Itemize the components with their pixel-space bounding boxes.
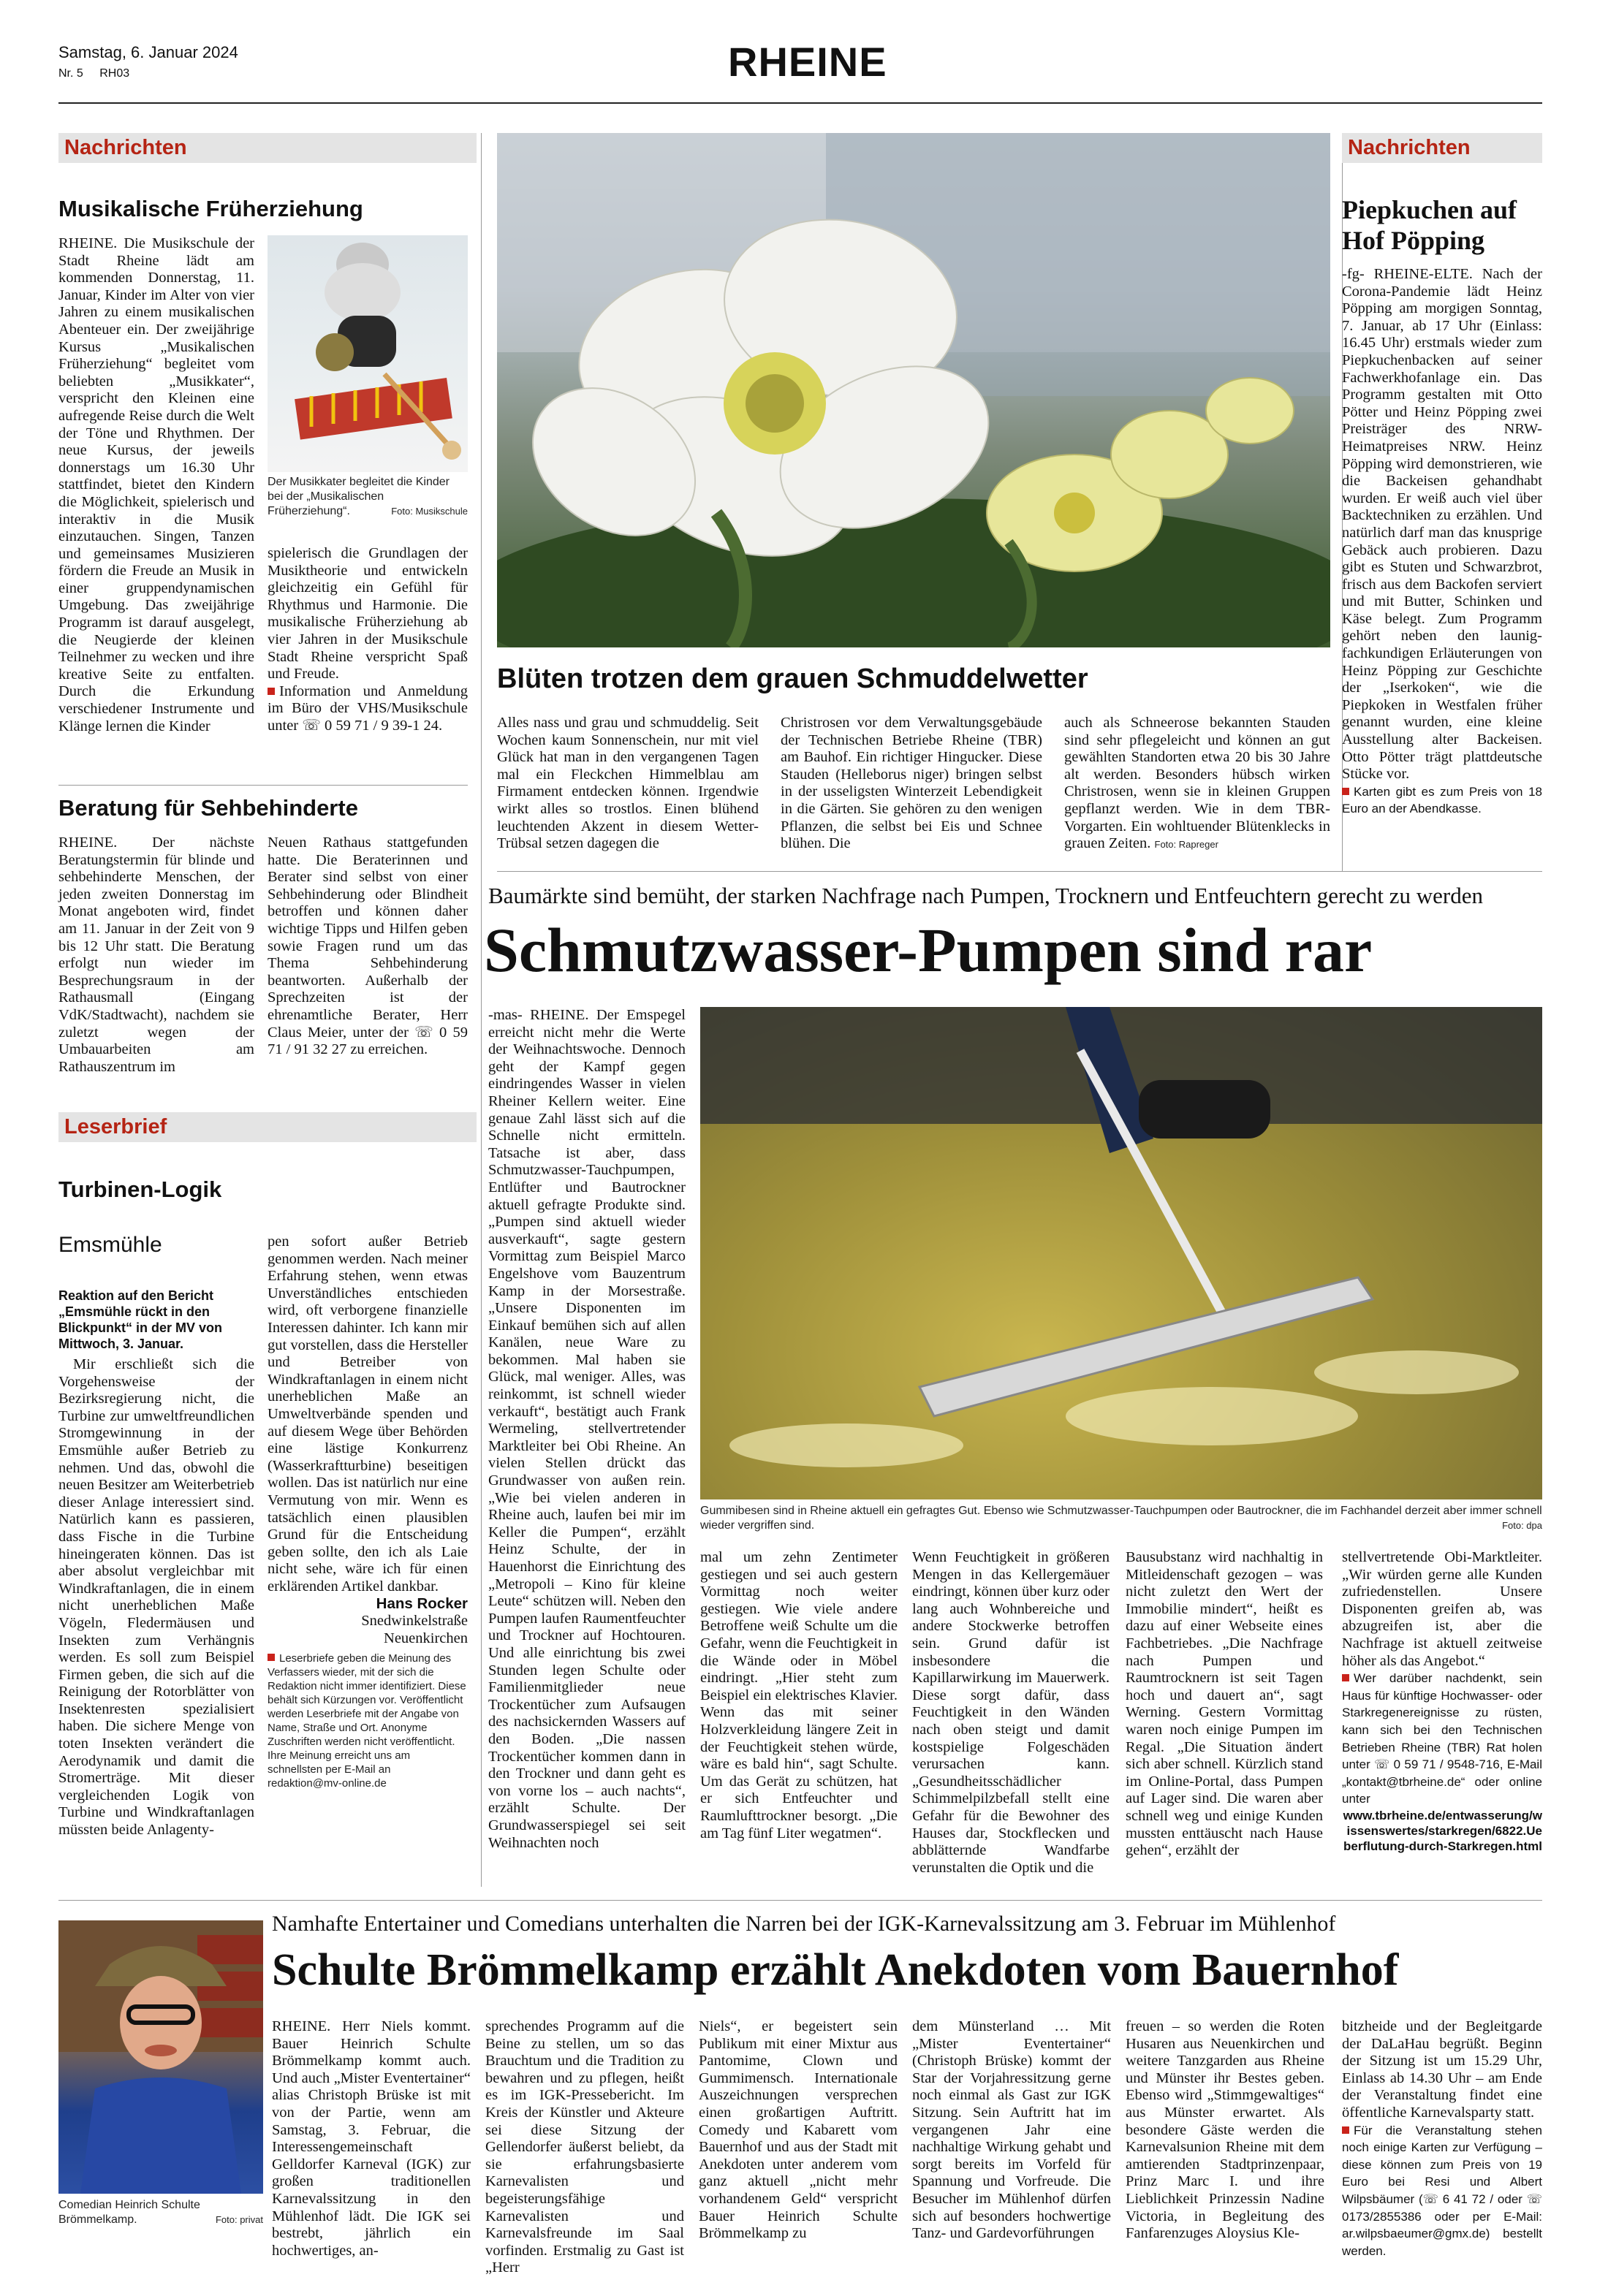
letter-col2: [268, 1233, 468, 1790]
credit-gummibesen: Foto: dpa: [1502, 1520, 1542, 1531]
headline-turbinen: Turbinen-Logik: [58, 1176, 222, 1202]
info-musik: Information und Anmeldung im Büro der VHS/Musikschule unter ☏ 0 59 71 / 9 39-1 24.: [268, 683, 468, 734]
caption-gummibesen-text: Gummibesen sind in Rheine aktuell ein gefragtes Gut. Ebenso wie Schmutzwasser-Tauchpumpen oder Bautrockner, die im Fachhandel derzeit aber immer schnell wieder vergriffen sind.: [700, 1505, 1542, 1532]
body-blueten-col3-text: auch als Schneerose bekannten Stauden sind sehr pflegeleicht und können an gut gewählten Standorten etwa 20 bis 30 Jahre alt werden. Besonders hübsch wirken Christrosen, wenn sie in kleinen Gruppen gepflanzt werden. Wie in dem TBR-Vorgarten. Ein wohltuender Blütenklecks in grauen Zeiten.: [1064, 715, 1330, 852]
body-pumps-col3: Wenn Feuchtigkeit in größeren Mengen in das Kellergemäuer eindringt, können über kurz oder lang auch Wohnbereiche und andere Stockwerke betroffen sein. Grund dafür ist insbesondere die Kapillarwirkung im Mauerwerk. Diese sorgt dafür, dass Feuchtigkeit in den Wänden nach oben steigt und damit kostspielige Folgeschäden verursachen kann. „Gesundheitsschädlicher Schimmelpilzbefall stellt eine Gefahr für die Bewohner des Hauses dar, Stockflecken und abblätternde Wandfarbe verunstalten die Optik und die: [912, 1549, 1110, 1876]
body-piepkuchen-text: -fg- RHEINE-ELTE. Nach der Corona-Pandemie lädt Heinz Pöpping am morgigen Sonntag, 7. Januar, ab 17 Uhr (Einlass: 16.45 Uhr) erstmals wieder zum Piepkuchenbacken auf seiner Fachwerkhofanlage ein. Das Programm gestalten mit Otto Pötter und Heinz Pöpping zwei Preisträger des NRW-Heimatpreises NRW. Heinz Pöpping wird demonstrieren, wie die Backeisen gehandhabt wurden. Er weiß auch viel über Backtechniken zu erzählen. Und natürlich darf man das knusprige Gebäck auch probieren. Dazu gibt es Stuten und Schwarzbrot, frisch aus dem Backofen serviert und mit Butter, Schinken und Käse belegt. Zum Programm gehört neben den launig-fachkundigen Erläuterungen von Heinz Pöpping zur Geschichte der „Iserkoken“, wie die Piepkoken in Westfalen früher genannt wurden, eine kleine Ausstellung alter Backeisen. Otto Pötter trägt plattdeutsche Stücke vor.: [1342, 266, 1542, 783]
photo-musikkater: [268, 235, 468, 472]
body-blueten-col2: Christrosen vor dem Verwaltungsgebäude der Technischen Betriebe Rheine (TBR) am Bauhof. Ein richtiger Hingucker. Diese Stauden (Helleborus niger) bringen selbst in der usseligsten Winterzeit Lebendigkeit in die Gärten. Sie gehören zu den wenigen Pflanzen, die selbst bei Eis und Schnee blühen. Die: [781, 715, 1042, 852]
headline-sehbehinderte: Beratung für Sehbehinderte: [58, 795, 358, 821]
kicker-nachrichten-right: Nachrichten: [1342, 133, 1542, 163]
kicker-leserbrief: Leserbrief: [58, 1112, 477, 1142]
info-pumps: Wer darüber nachdenkt, sein Haus für künftige Hochwasser- oder Starkregenereignisse zu rüsten, kann sich bei den Technischen Betrieben Rheine (TBR) Rat holen unter ☏ 0 59 71 / 9548-716, E-Mail „kontakt@tbrheine.de“ oder online unter: [1342, 1671, 1542, 1806]
divider-carnival-top: [58, 1900, 1542, 1901]
kicker-carnival: Namhafte Entertainer und Comedians unterhalten die Narren bei der IGK-Karnevalssitzung am 3. Februar im Mühlenhof: [272, 1912, 1336, 1936]
divider-left-1: [58, 785, 468, 786]
pumps-square-icon: [1342, 1674, 1349, 1681]
body-carnival-col5: freuen – so werden die Roten Husaren aus Neuenkirchen und weitere Tanzgarden aus Rheine und Münster ihr Bestes geben. Ebenso wird „Stimmgewaltiges“ aus Münster erwartet. Als besondere Gäste werden die Karnevalsunion Rheine mit dem amtierenden Stadtprinzenpaar, Prinz Marc I. und ihre Lieblichkeit Prinzessin Nadine Victoria, in Begleitung des Fanfarenzuges Aloysius Kle-: [1126, 2018, 1324, 2242]
info-piepkuchen: Karten gibt es zum Preis von 18 Euro an der Abendkasse.: [1342, 784, 1542, 816]
body-carnival-col2: sprechendes Programm auf die Beine zu stellen, um so das Brauchtum und die Tradition zu bewahren und zu pflegen, heißt es im IGK-Pressebericht. Im Kreis der Künstler und Akteure sei diese Sitzung der Gellendorfer äußerst beliebt, da sie erfahrungsbasierte Karnevalisten und begeisterungsfähige Karnevalisten und Karnevalsfreunde im Saal vorfinden. Erstmalig zu Gast ist „Herr: [485, 2018, 684, 2276]
photo-christrosen: [497, 133, 1330, 647]
headline-musik: Musikalische Früherziehung: [58, 196, 363, 221]
issue-number-text: Nr. 5: [58, 67, 83, 80]
credit-blueten: Foto: Rapreger: [1154, 839, 1218, 851]
issue-number: [58, 67, 129, 80]
body-pumps-col5-text: stellvertretende Obi-Marktleiter. „Wir würden gerne alle Kunden zufriedenstellen. Unsere Disponenten greifen ab, was abzugreifen ist, aber die Nachfrage ist aktuell zeitweise höher als das Angebot.“: [1342, 1549, 1542, 1669]
body-blueten-col3: [1064, 715, 1330, 853]
page-code: RH03: [99, 67, 130, 80]
headline-piepkuchen: Piepkuchen auf Hof Pöpping: [1342, 195, 1517, 255]
column-divider-left: [481, 133, 482, 1887]
body-carnival-col6-text: bitzheide und der Begleitgarde der DaLaHau begrüßt. Beginn der Sitzung ist um 15.29 Uhr, Einlass ab 14.30 Uhr – am Ende der Veranstaltung findet eine öffentliche Karnevalsparty statt.: [1342, 2018, 1542, 2121]
letter-disclaimer: [268, 1651, 468, 1790]
masthead-rule: [58, 102, 1542, 104]
body-carnival-col4: dem Münsterland … Mit „Mister Eventertainer“ (Christoph Brüske) kommt der Star der Vorjahressitzung gerne noch einmal als Gast zur IGK Sitzung. Sein Auftritt hat im vergangenen Jahr eine nachhaltige Wirkung gehabt und sorgt bereits im Vorfeld für Spannung und Vorfreude. Die Besucher im Mühlenhof dürfen sich auf besonders hochwertige Tanz- und Gardevorführungen: [912, 2018, 1111, 2242]
caption-musikkater-text: Der Musikkater begleitet die Kinder bei der „Musikalischen Früherziehung“.: [268, 476, 450, 517]
kicker-nachrichten-left: Nachrichten: [58, 133, 477, 163]
body-musik-col2-text: spielerisch die Grundlagen der Musiktheorie und entwickeln gleichzeitig ein Gefühl für Rhythmus und Harmonie. Die musikalische Früherziehung ab vier Jahren in der Musikschule Stadt Rheine verspricht Spaß und Freude.: [268, 545, 468, 683]
credit-musikkater: Foto: Musikschule: [391, 506, 468, 517]
body-sehbehinderte-col1: RHEINE. Der nächste Beratungstermin für blinde und sehbehinderte Menschen, der jeden zweiten Donnerstag im Monat angeboten wird, findet am 11. Januar in der Zeit von 9 bis 12 Uhr statt. Die Beratung erfolgt nun wieder im Besprechungsraum in der Rathausmall (Eingang VdK/Stadtwacht), nachdem sie zuletzt wegen der Umbauarbeiten am Rathauszentrum im: [58, 835, 254, 1075]
caption-gummibesen: [700, 1504, 1542, 1533]
letter-address-street: Snedwinkelstraße: [361, 1613, 468, 1630]
info-square-icon: [268, 688, 275, 695]
letter-author: Hans Rocker: [376, 1595, 468, 1613]
body-piepkuchen: [1342, 266, 1542, 818]
headline-carnival: Schulte Brömmelkamp erzählt Anekdoten vom Bauernhof: [272, 1945, 1399, 1995]
body-carnival-col3: Niels“, er begeistert sein Publikum mit einer Mixtur aus Pantomime, Clown und Gummimensch. Internationale Auszeichnungen versprechen einen großartigen Auftritt. Comedy und Kabarett vom Bauernhof und aus der Stadt mit Anekdoten unter anderem vom ganz aktuell „nicht mehr vorhandenem Geld“ verspricht Bauer Heinrich Schulte Brömmelkamp zu: [699, 2018, 898, 2242]
carnival-square-icon: [1342, 2126, 1349, 2134]
headline-pumps: Schmutzwasser-Pumpen sind rar: [484, 915, 1373, 985]
piepkuchen-square-icon: [1342, 788, 1349, 795]
letter-subtitle: Emsmühle: [58, 1233, 162, 1257]
body-pumps-col5: [1342, 1549, 1542, 1854]
body-musik-col2: [268, 545, 468, 735]
issue-date: Samstag, 6. Januar 2024: [58, 43, 238, 61]
letter-col1: Mir erschließt sich die Vorgehensweise der Bezirksregierung nicht, die Turbine zur umweltfreundlichen Stromgewinnung in der Emsmühle außer Betrieb zu nehmen. Und das, obwohl die neuen Besitzer am Weiterbetrieb dieser Anlage interessiert sind. Natürlich kann es passieren, dass Fische in die Turbine hineingeraten können. Das ist aber absolut vergleichbar mit Windkraftanlagen, die in einem nicht unerheblichen Maße Vögeln, Fledermäusen und Insekten zum Verhängnis werden. Es soll zum Beispiel Firmen geben, die sich auf die Reinigung der Rotorblätter von Insektenresten spezialisiert haben. Die sichere Menge von toten Insekten verändert die Aerodynamik und damit die Stromerträge. Mit dieser vergleichenden Logik von Turbine und Windkraftanlagen müssten beide Anlagenty-: [58, 1356, 254, 1839]
caption-musikkater: [268, 475, 468, 519]
divider-pumps-top: [497, 871, 1542, 872]
letter-address-town: Neuenkirchen: [384, 1630, 468, 1646]
kicker-pumps: Baumärkte sind bemüht, der starken Nachfrage nach Pumpen, Trocknern und Entfeuchtern gerecht zu werden: [488, 883, 1483, 908]
disclaimer-square-icon: [268, 1654, 275, 1661]
link-tbrheine[interactable]: www.tbrheine.de/entwasserung/wissenswertes/starkregen/6822.Ueberflutung-durch-Starkregen.html: [1343, 1808, 1542, 1853]
body-pumps-col4: Bausubstanz wird nachhaltig in Mitleidenschaft gezogen – was nicht zuletzt den Wert der Immobilie mindert“, heißt es dazu auf einer Webseite eines Fachbetriebes. „Die Nachfrage nach Pumpen und Raumtrocknern ist seit Tagen hoch und dauert an“, sagt Werning. Gestern Vormittag waren noch einige Pumpen im Regal. „Die Situation ändert sich aber schnell. Kürzlich stand im Online-Portal, dass Pumpen auf Lager sind. Die waren aber schnell weg und einige Kunden mussten enttäuscht nach Hause gehen“, erzählt der: [1126, 1549, 1323, 1859]
letter-intro: Reaktion auf den Bericht „Emsmühle rückt in den Blickpunkt“ in der MV von Mittwoch, 3. Januar.: [58, 1288, 223, 1351]
photo-schulte-broemmelkamp: [58, 1920, 263, 2194]
caption-schulte: [58, 2198, 263, 2227]
body-carnival-col6: [1342, 2018, 1542, 2259]
info-carnival: Für die Veranstaltung stehen noch einige Karten zur Verfügung – diese können zum Preis von 19 Euro bei Resi und Albert Wilpsbäumer (☏ 6 41 72 / oder ☏ 0173/2855386 oder per E-Mail: ar.wilpsbaeumer@gmx.de) bestellt werden.: [1342, 2123, 1542, 2258]
body-blueten-col1: Alles nass und grau und schmuddelig. Seit Wochen kaum Sonnenschein, nur mit viel Glück hat man in den vergangenen Tagen mal ein Fleckchen Himmelblau am Firmament entdecken können. Irgendwie wirkt alles so trostlos. Einen blühend leuchtenden Akzent in diesem Wetter-Trübsal setzen dagegen die: [497, 715, 759, 852]
body-sehbehinderte-col2: Neuen Rathaus stattgefunden hatte. Die Beraterinnen und Berater sind selbst von einer Sehbehinderung oder Blindheit betroffen und können daher wichtige Tipps und Hilfen geben sowie Fragen rund um das Thema Sehbehinderung beantworten. Außerhalb der Sprechzeiten ist der ehrenamtliche Berater, Herr Claus Meier, unter der ☏ 0 59 71 / 91 32 27 zu erreichen.: [268, 835, 468, 1058]
body-carnival-col1: RHEINE. Herr Niels kommt. Bauer Heinrich Schulte Brömmelkamp kommt auch. Und auch „Mister Eventertainer“ alias Christoph Brüske ist mit von der Partie, wenn am Samstag, 3. Februar, die Interessengemeinschaft Gelldorfer Karneval (IGK) zur großen traditionellen Karnevalssitzung in den Mühlenhof lädt. Die IGK sei bestrebt, jährlich ein hochwertiges, an-: [272, 2018, 471, 2259]
body-musik-col1: RHEINE. Die Musikschule der Stadt Rheine lädt am kommenden Donnerstag, 11. Januar, Kinder im Alter von vier Jahren zu einem musikalischen Abenteuer ein. Der zweijährige Kursus „Musikalischen Früherziehung“ begleitet vom beliebten „Musikkater“, verspricht den Kleinen eine aufregende Reise durch die Welt der Töne und Rhythmen. Der neue Kursus, der jeweils donnerstags um 16.30 Uhr stattfindet, bietet den Kindern die Möglichkeit, spielerisch und interaktiv in die Musik einzutauchen. Singen, Tanzen und gemeinsames Musizieren fördern die Freude an Musik in einer gruppendynamischen Umgebung. Das zweijährige Programm ist darauf ausgelegt, die Neugierde der kleinen Teilnehmer zu wecken und ihre kreative Seite zu entfalten. Durch die Erkundung verschiedener Instrumente und Klänge lernen die Kinder: [58, 235, 254, 734]
caption-schulte-text: Comedian Heinrich Schulte Brömmelkamp.: [58, 2199, 200, 2226]
credit-schulte: Foto: privat: [215, 2214, 263, 2225]
section-title: RHEINE: [728, 39, 887, 85]
letter-col2-text: pen sofort außer Betrieb genommen werden. Nach meiner Erfahrung stehen, wenn etwas Unverständliches entschieden wird, oft verborgene finanzielle Interessen dahinter. Ich kann mir gut vorstellen, dass die Hersteller und Betreiber von Windkraftanlagen in einem nicht unerheblichen Maße an Umweltverbände spenden und auf diesem Wege über Behörden eine lästige Konkurrenz (Wasserkraftturbine) beseitigen wollen. Das ist natürlich nur eine Vermutung von mir. Wenn es tatsächlich einen plausiblen Grund für die Entscheidung geben sollte, den ich als Laie nicht sehe, wäre ich für einen erklärenden Artikel dankbar.: [268, 1233, 468, 1594]
body-pumps-col2: mal um zehn Zentimeter gestiegen und sei auch gestern Vormittag noch weiter gestiegen. Wie viele andere Betroffene weiß Schulte um die Gefahr, wenn die Feuchtigkeit in die Wände oder in Möbel eindringt. „Hier steht zum Beispiel ein elektrisches Klavier. Wenn das mit seiner Holzverkleidung längere Zeit in der Feuchtigkeit stehen würde, wäre es bald hin“, sagt Schulte. Um das Gerät zu schützen, hat er sich Entfeuchter und Raumlufttrockner besorgt. „Die am Tag fünf Liter wegatmen“.: [700, 1549, 898, 1841]
photo-gummibesen: [700, 1007, 1542, 1499]
body-pumps-col1: -mas- RHEINE. Der Emspegel erreicht nicht mehr die Werte der Weihnachtswoche. Dennoch geht der Kampf gegen eindringendes Wasser in vielen Rheiner Kellern weiter. Eine genaue Zahl lässt sich auf die Schnelle nicht ermitteln. Tatsache ist aber, dass Schmutzwasser-Tauchpumpen, Entlüfter und Bautrockner aktuell gefragte Produkte sind. „Pumpen sind aktuell wieder ausverkauft“, sagte gestern Vormittag zum Beispiel Marco Engelshove vom Bauzentrum Kamp in der Morsestraße. „Unsere Disponenten im Einkauf bemühen sich auf allen Kanälen, neue Ware zu bekommen. Mal haben sie Glück, mal weniger. Alles, was reinkommt, ist schnell wieder verkauft“, bestätigt auch Frank Wermeling, stellvertretender Marktleiter bei Obi Rheine. An vielen Stellen drückt das Grundwasser von außen rein. „Wie bei vielen anderen in Rheine auch, laufen bei mir im Keller die Pumpen“, erzählt Heinz Schulte, der in Hauenhorst die Einrichtung des „Metropoli – Kino für kleine Leute“ schützen will. Neben den Pumpen laufen Raumentfeuchter und Trockner auf Hochtouren. Und alle einrichtung bis zwei Stunden legen Schulte oder Familienmitglieder neue Trockentücher zum Aufsaugen des nachsickernden Wassers auf den Boden. „Die nassen Trockentücher kommen dann in den Trockner und dann geht es von vorne los – auch nachts“, erzählt Schulte. Der Grundwasserspiegel sei seit Weihnachten noch: [488, 1007, 686, 1851]
headline-blueten: Blüten trotzen dem grauen Schmuddelwetter: [497, 664, 1088, 694]
letter-disclaimer-text: Leserbriefe geben die Meinung des Verfassers wieder, mit der sich die Redaktion nicht immer identifiziert. Diese behält sich Kürzungen vor. Veröffentlicht werden Leserbriefe mit der Angabe von Name, Straße und Ort. Anonyme Zuschriften werden nicht veröffentlicht. Ihre Meinung erreicht uns am schnellsten per E-Mail an redaktion@mv-online.de: [268, 1652, 466, 1790]
